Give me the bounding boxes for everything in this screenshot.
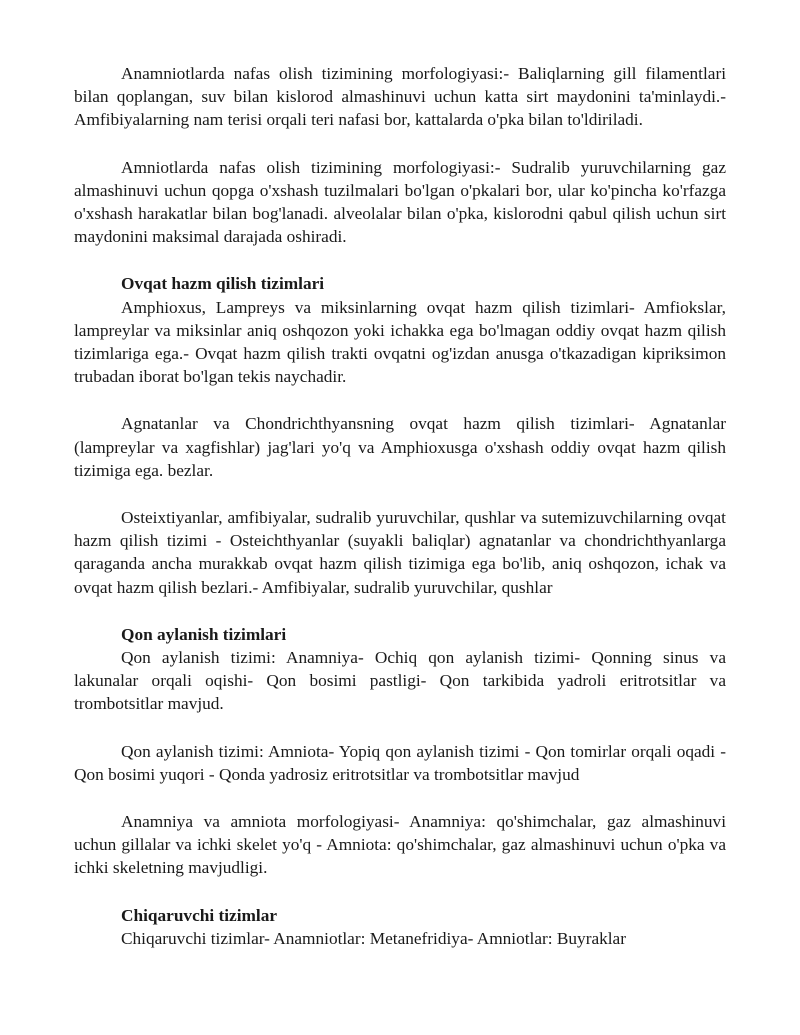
paragraph-anamnia-circulation: Qon aylanish tizimi: Anamniya- Ochiq qon aylanish tizimi- Qonning sinus va lakunalar orqali oqishi- Qon bosimi pastligi- Qon tarkibida yadroli eritrotsitlar va trombotsitlar mavjud. <box>74 648 726 714</box>
heading-circulatory-systems: Qon aylanish tizimlari <box>121 624 287 644</box>
paragraph-morphology-comparison: Anamniya va amniota morfologiyasi- Anamniya: qo'shimchalar, gaz almashinuvi uchun gillalar va ichki skelet yo'q - Amniota: qo'shimchalar, gaz almashinuvi uchun o'pka va ichki skeletning mavjudligi. <box>74 812 726 878</box>
paragraph-anamniote-respiration: Anamniotlarda nafas olish tizimining morfologiyasi:- Baliqlarning gill filamentlari bilan qoplangan, suv bilan kislorod almashinuvi uchun katta sirt maydonini ta'minlaydi.- Amfibiyalarning nam terisi orqali teri nafasi bor, kattalarda o'pka bilan to'ldiriladi. <box>74 64 726 130</box>
paragraph-amniota-circulation: Qon aylanish tizimi: Amniota- Yopiq qon aylanish tizimi - Qon tomirlar orqali oqadi - Qon bosimi yuqori - Qonda yadrosiz eritrotsitlar va trombotsitlar mavjud <box>74 741 726 784</box>
paragraph-osteichthyan-digestion: Osteixtiyanlar, amfibiyalar, sudralib yuruvchilar, qushlar va sutemizuvchilarning ovqat hazm qilish tizimi - Osteichthyanlar (suyakli baliqlar) agnatanlar va chondrichthyanlarga qaraganda ancha murakkab ovqat hazm qilish tizimiga ega bo'lib, aniq oshqozon, ichak va ovqat hazm qilish bezlari.- Amfibiyalar, sudralib yuruvchilar, qushlar <box>74 508 726 597</box>
document-page <box>74 62 726 950</box>
paragraph-agnathan-digestion: Agnatanlar va Chondrichthyansning ovqat hazm qilish tizimlari- Agnatanlar (lampreylar va xagfishlar) jag'lari yo'q va Amphioxusga o'xshash oddiy ovqat hazm qilish tizimiga ega. bezlar. <box>74 414 726 480</box>
paragraph-amniote-respiration: Amniotlarda nafas olish tizimining morfologiyasi:- Sudralib yuruvchilarning gaz almashinuvi uchun qopga o'xshash tuzilmalari bo'lgan o'pkalari bor, ular ko'pincha ko'rfazga o'xshash harakatlar bilan bog'lanadi. alveolalar bilan o'pka, kislorodni qabul qilish uchun sirt maydonini maksimal darajada oshiradi. <box>74 157 726 247</box>
heading-digestive-systems: Ovqat hazm qilish tizimlari <box>121 274 325 294</box>
paragraph-excretory: Chiqaruvchi tizimlar- Anamniotlar: Metanefridiya- Amniotlar: Buyraklar <box>121 928 626 948</box>
heading-excretory-systems: Chiqaruvchi tizimlar <box>121 905 278 925</box>
paragraph-amphioxus-digestion: Amphioxus, Lampreys va miksinlarning ovqat hazm qilish tizimlari- Amfiokslar, lampreylar va miksinlar aniq oshqozon yoki ichakka ega bo'lmagan oddiy ovqat hazm qilish tizimlariga ega.- Ovqat hazm qilish trakti ovqatni og'izdan anusga o'tkazadigan kipriksimon trubadan iborat bo'lgan tekis naychadir. <box>74 297 726 387</box>
